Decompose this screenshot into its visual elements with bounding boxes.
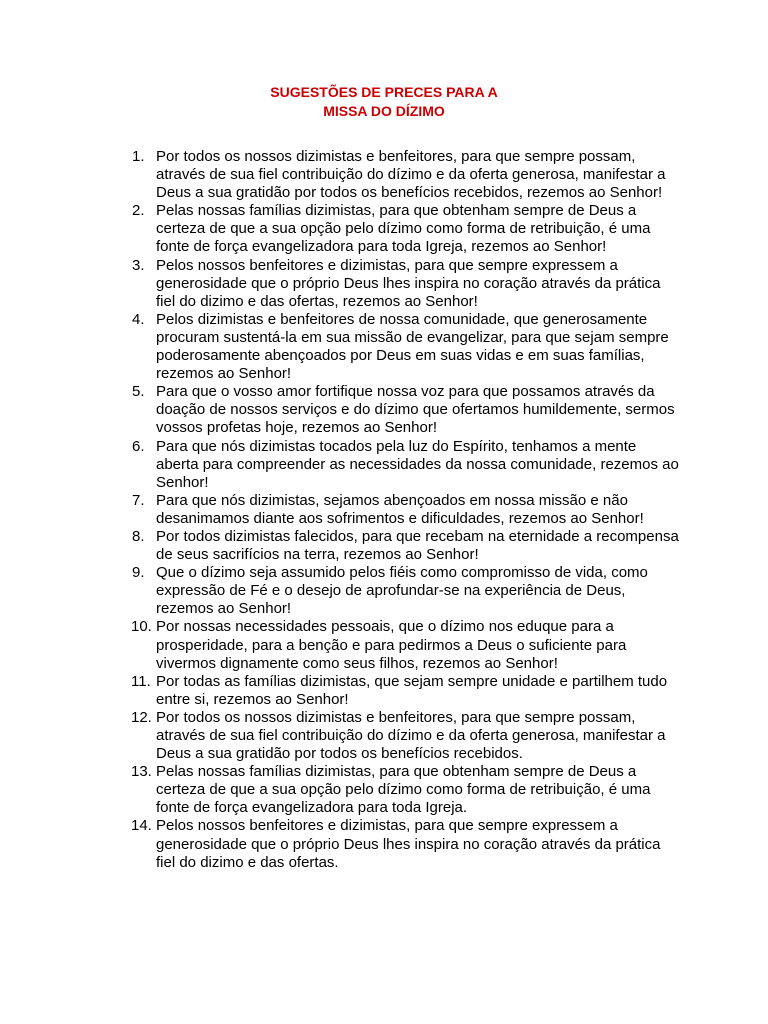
prayer-text: Pelos nossos benfeitores e dizimistas, para que sempre expressem a generosidade que o próprio Deus lhes inspira no coração através da prática fiel do dizimo e das ofertas. bbox=[156, 817, 661, 871]
prayer-number: 10. bbox=[131, 618, 152, 636]
prayer-item bbox=[120, 763, 680, 817]
prayer-text: Por todas as famílias dizimistas, que sejam sempre unidade e partilhem tudo entre si, rezemos ao Senhor! bbox=[156, 672, 668, 708]
prayer-text: Para que o vosso amor fortifique nossa voz para que possamos através da doação de nossos serviços e do dízimo que ofertamos humildemente, sermos vossos profetas hoje, rezemos ao Senhor! bbox=[156, 383, 675, 437]
prayer-item bbox=[120, 202, 680, 256]
prayer-text: Para que nós dizimistas tocados pela luz do Espírito, tenhamos a mente aberta para compreender as necessidades da nossa comunidade, rezemos ao Senhor! bbox=[156, 437, 679, 491]
prayer-text: Por nossas necessidades pessoais, que o dízimo nos eduque para a prosperidade, para a benção e para pedirmos a Deus o suficiente para vivermos dignamente como seus filhos, rezemos ao Senhor! bbox=[156, 618, 627, 672]
prayer-number: 1. bbox=[132, 148, 145, 165]
prayer-number: 5. bbox=[132, 383, 145, 401]
prayer-text: Pelos nossos benfeitores e dizimistas, para que sempre expressem a generosidade que o próprio Deus lhes inspira no coração através da prática fiel do dizimo e das ofertas, rezemos ao Senhor! bbox=[156, 256, 661, 310]
prayer-item bbox=[120, 673, 680, 709]
prayer-item bbox=[120, 817, 680, 871]
prayer-text: Pelas nossas famílias dizimistas, para que obtenham sempre de Deus a certeza de que a sua opção pelo dízimo como forma de retribuição, é uma fonte de força evangelizadora para toda Igreja, rezemos ao Senhor! bbox=[156, 202, 651, 256]
prayer-item bbox=[120, 383, 680, 437]
prayer-text: Que o dízimo seja assumido pelos fiéis como compromisso de vida, como expressão de Fé e o desejo de aprofundar-se na experiência de Deus, rezemos ao Senhor! bbox=[156, 564, 648, 618]
prayer-item bbox=[120, 709, 680, 763]
prayer-number: 12. bbox=[131, 708, 152, 726]
prayer-list bbox=[120, 148, 680, 872]
prayer-number: 9. bbox=[132, 564, 145, 582]
prayer-text: Por todos os nossos dizimistas e benfeitores, para que sempre possam, através de sua fiel contribuição do dízimo e da oferta generosa, manifestar a Deus a sua gratidão por todos os benefícios recebidos, rezemos ao Senhor! bbox=[156, 148, 666, 202]
prayer-item bbox=[120, 492, 680, 528]
prayer-item bbox=[120, 438, 680, 492]
prayer-number: 8. bbox=[132, 527, 145, 545]
document-title bbox=[0, 83, 768, 121]
prayer-number: 14. bbox=[131, 817, 152, 835]
prayer-number: 2. bbox=[132, 202, 145, 220]
prayer-item bbox=[120, 564, 680, 618]
prayer-text: Para que nós dizimistas, sejamos abençoados em nossa missão e não desanimamos diante aos sofrimentos e dificuldades, rezemos ao Senhor! bbox=[156, 491, 644, 527]
prayer-number: 11. bbox=[131, 672, 151, 690]
prayer-item bbox=[120, 618, 680, 672]
title-line-1: SUGESTÕES DE PRECES PARA A bbox=[270, 84, 498, 100]
prayer-number: 6. bbox=[132, 437, 145, 455]
prayer-item bbox=[120, 311, 680, 383]
prayer-text: Por todos dizimistas falecidos, para que recebam na eternidade a recompensa de seus sacrifícios na terra, rezemos ao Senhor! bbox=[156, 527, 679, 564]
prayer-text: Pelos dizimistas e benfeitores de nossa comunidade, que generosamente procuram sustentá-la em sua missão de evangelizar, para que sejam sempre poderosamente abençoados por Deus em suas vidas e em suas famílias, rezemos ao Senhor! bbox=[156, 310, 669, 383]
prayer-number: 13. bbox=[131, 763, 152, 781]
prayer-number: 4. bbox=[132, 310, 145, 328]
prayer-number: 3. bbox=[132, 256, 145, 274]
title-line-2: MISSA DO DÍZIMO bbox=[323, 103, 445, 119]
prayer-text: Pelas nossas famílias dizimistas, para que obtenham sempre de Deus a certeza de que a sua opção pelo dízimo como forma de retribuição, é uma fonte de força evangelizadora para toda Igreja. bbox=[156, 763, 651, 817]
prayer-item bbox=[120, 257, 680, 311]
prayer-text: Por todos os nossos dizimistas e benfeitores, para que sempre possam, através de sua fiel contribuição do dízimo e da oferta generosa, manifestar a Deus a sua gratidão por todos os benefícios recebidos. bbox=[156, 708, 666, 763]
prayer-item bbox=[120, 148, 680, 202]
prayer-item bbox=[120, 528, 680, 564]
prayer-number: 7. bbox=[132, 491, 145, 509]
